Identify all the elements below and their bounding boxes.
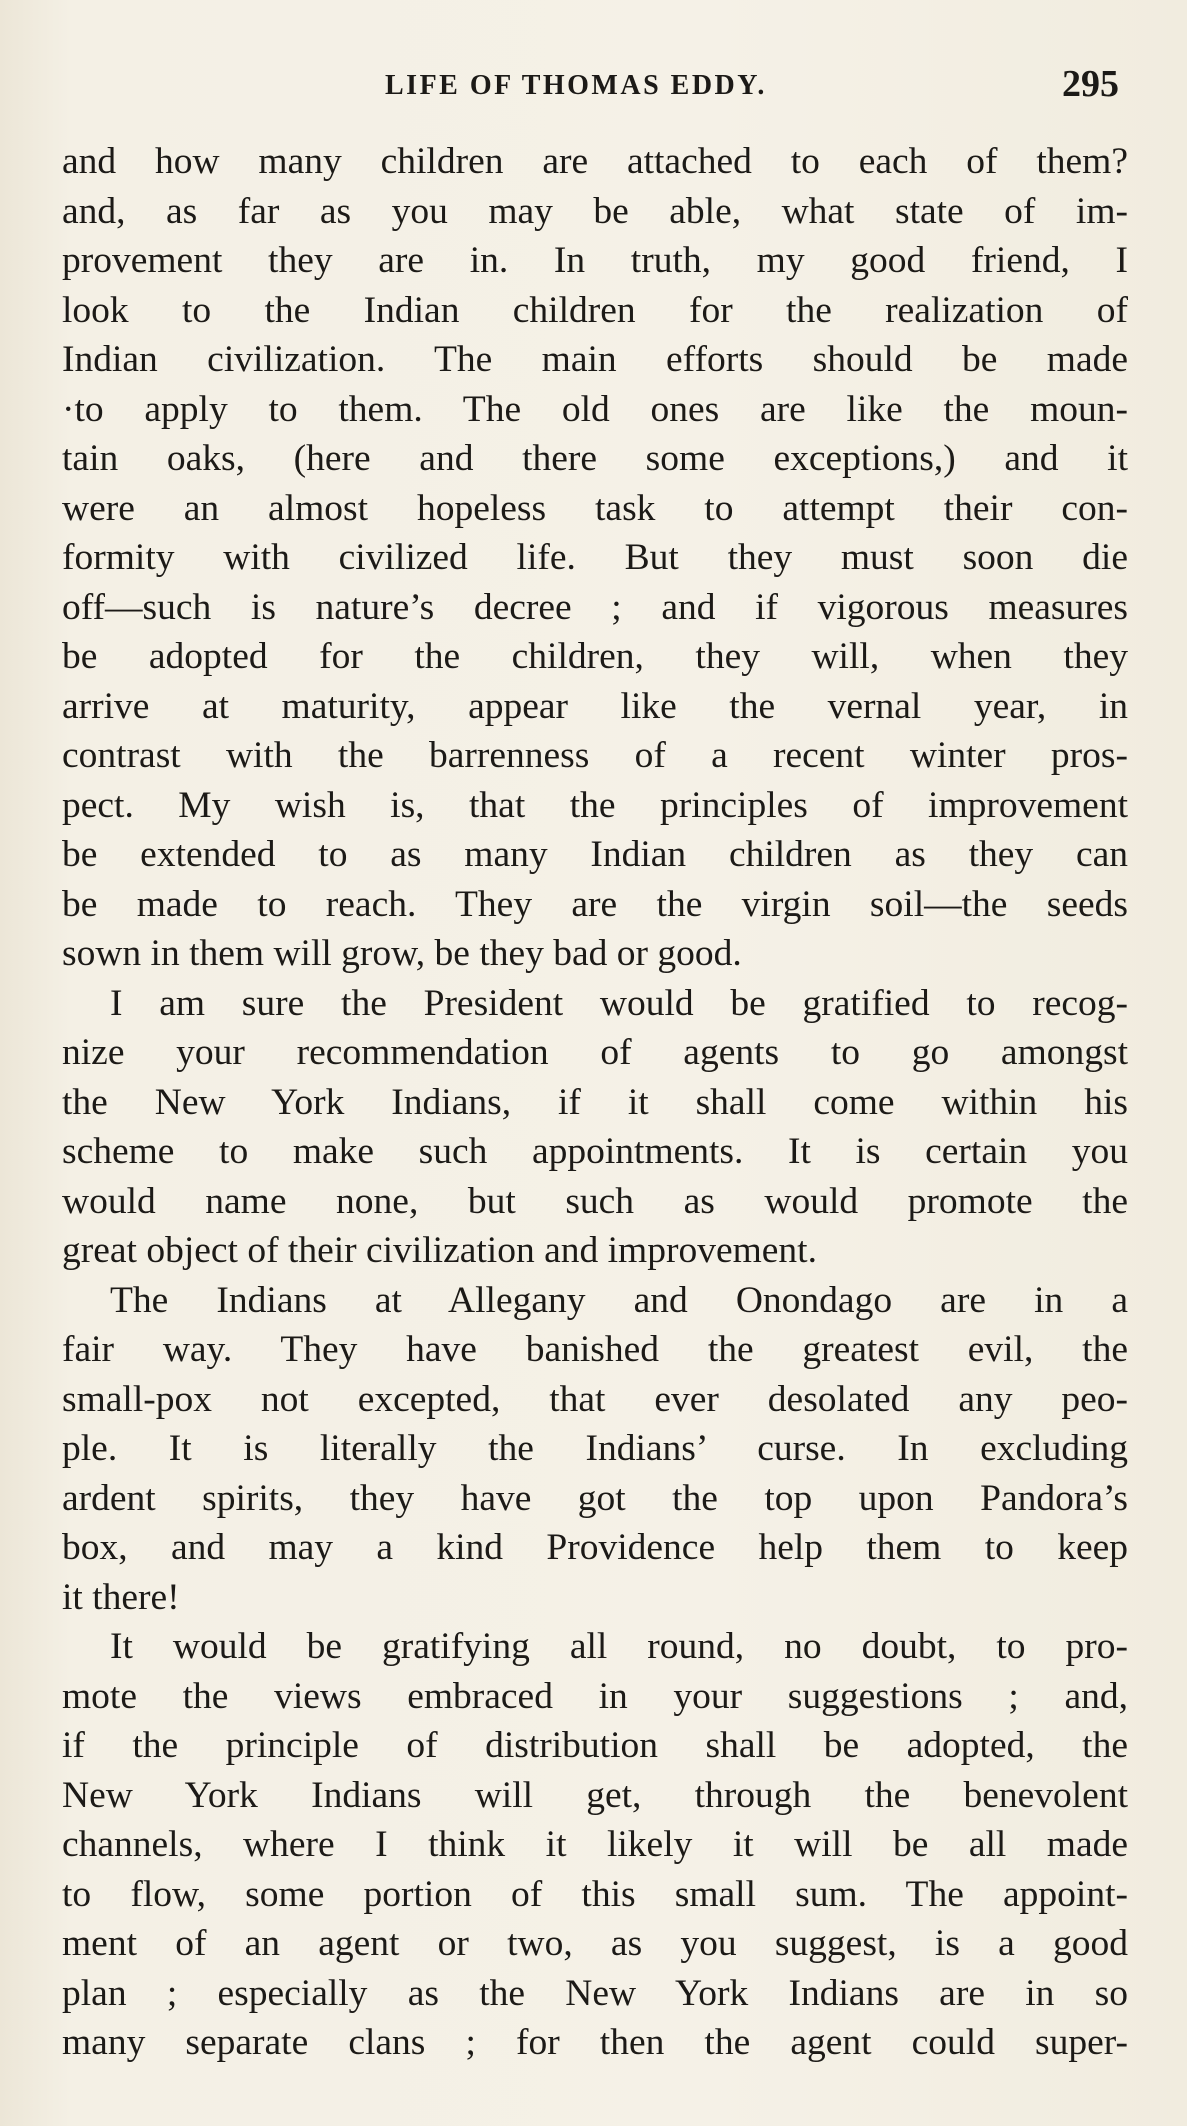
text-line: scheme to make such appointments. It is certain you <box>62 1131 1128 1172</box>
text-line: plan ; especially as the New York Indians are in so <box>62 1972 1128 2014</box>
text-line: would name none, but such as would promote the <box>62 1180 1128 1222</box>
text-line: off—such is nature’s decree ; and if vigorous measures <box>62 586 1128 628</box>
text-line: be adopted for the children, they will, when they <box>62 636 1128 677</box>
text-line: be extended to as many Indian children as they can <box>62 834 1128 875</box>
text-line: arrive at maturity, appear like the vernal year, in <box>62 685 1128 727</box>
text-line: channels, where I think it likely it will be all made <box>62 1824 1128 1865</box>
text-line: look to the Indian children for the realization of <box>62 289 1128 331</box>
text-line: The Indians at Allegany and Onondago are in a <box>110 1279 1128 1321</box>
text-line: ment of an agent or two, as you suggest, is a good <box>62 1923 1128 1964</box>
text-line: mote the views embraced in your suggestions ; and, <box>62 1675 1128 1717</box>
text-line: Indian civilization. The main efforts should be made <box>62 339 1128 380</box>
page-number: 295 <box>1062 63 1119 105</box>
text-line: and, as far as you may be able, what state of im- <box>62 190 1128 232</box>
running-title: LIFE OF THOMAS EDDY. <box>385 70 767 101</box>
text-line: contrast with the barrenness of a recent winter pros- <box>62 735 1128 776</box>
text-line: tain oaks, (here and there some exceptions,) and it <box>62 438 1128 479</box>
running-head <box>0 62 1187 112</box>
text-line: fair way. They have banished the greatest evil, the <box>62 1329 1128 1370</box>
text-line: to flow, some portion of this small sum. The appoint- <box>62 1873 1128 1915</box>
text-line: the New York Indians, if it shall come within his <box>62 1081 1128 1123</box>
text-line: provement they are in. In truth, my good friend, I <box>62 240 1128 281</box>
text-line: formity with civilized life. But they must soon die <box>62 537 1128 578</box>
text-line: small-pox not excepted, that ever desolated any peo- <box>62 1378 1128 1420</box>
text-line: box, and may a kind Providence help them to keep <box>62 1527 1128 1568</box>
text-line: great object of their civilization and improvement. <box>62 1230 817 1271</box>
text-line: ·to apply to them. The old ones are like the moun- <box>62 388 1128 430</box>
text-line: ple. It is literally the Indians’ curse. In excluding <box>62 1428 1128 1469</box>
text-line: New York Indians will get, through the benevolent <box>62 1774 1128 1816</box>
text-line: were an almost hopeless task to attempt their con- <box>62 487 1128 529</box>
text-line: pect. My wish is, that the principles of improvement <box>62 784 1128 826</box>
text-line: many separate clans ; for then the agent could super- <box>62 2022 1128 2063</box>
text-line: if the principle of distribution shall be adopted, the <box>62 1725 1128 1766</box>
text-line: be made to reach. They are the virgin soil—the seeds <box>62 883 1128 925</box>
text-line: and how many children are attached to each of them? <box>62 141 1128 182</box>
text-line: sown in them will grow, be they bad or good. <box>62 933 742 974</box>
text-line: It would be gratifying all round, no doubt, to pro- <box>110 1626 1128 1667</box>
text-line: ardent spirits, they have got the top upon Pandora’s <box>62 1477 1128 1519</box>
text-line: I am sure the President would be gratified to recog- <box>110 982 1128 1024</box>
text-line: it there! <box>62 1576 180 1618</box>
body-text <box>62 137 1128 2068</box>
text-line: nize your recommendation of agents to go amongst <box>62 1032 1128 1073</box>
